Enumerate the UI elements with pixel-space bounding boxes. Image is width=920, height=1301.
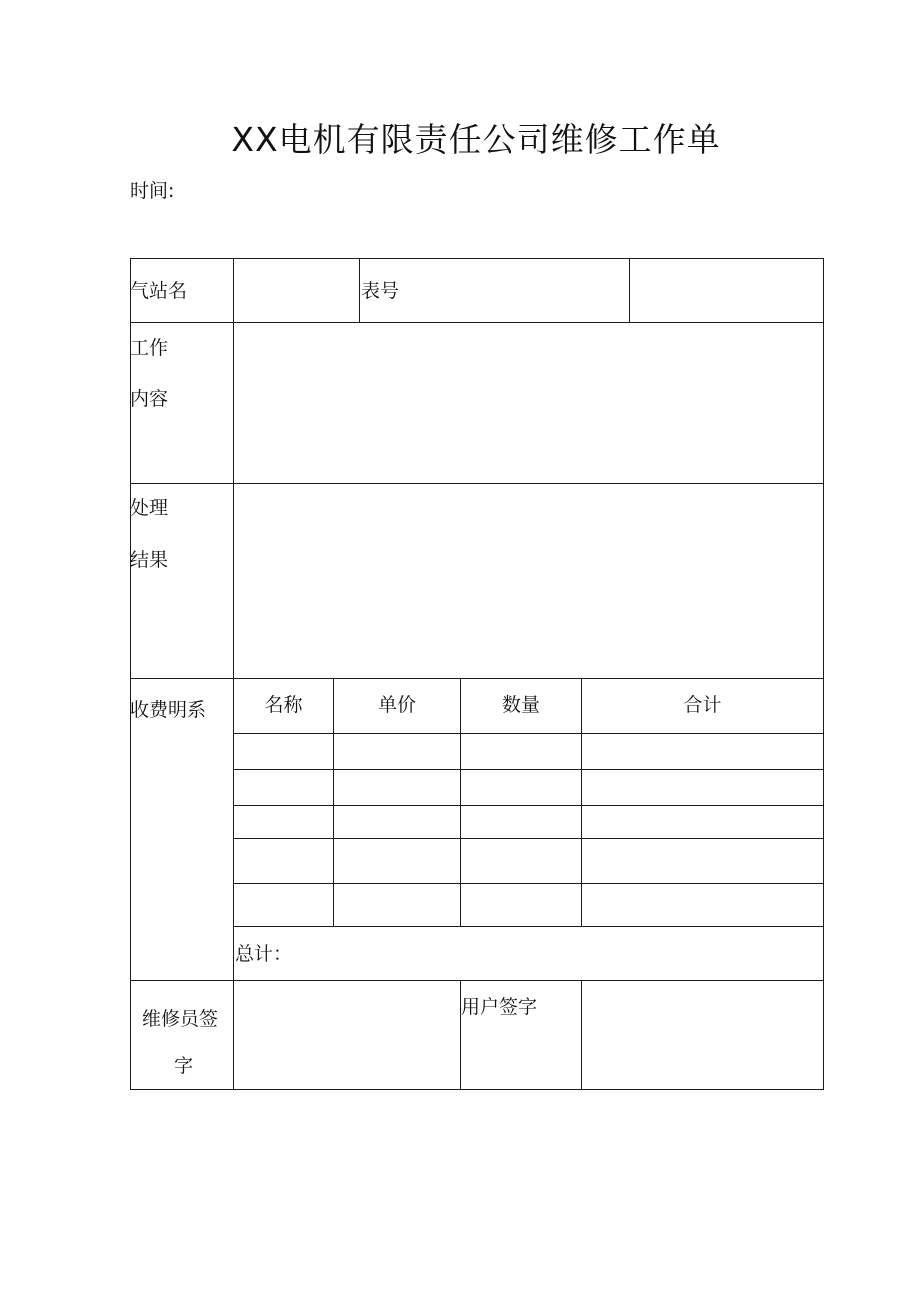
- station-name-label: 气站名: [130, 280, 188, 302]
- result-label-line1: 处理: [130, 497, 169, 519]
- repairer-signature-label-line2: 字: [174, 1055, 194, 1077]
- fee-row-divider-1: [233, 769, 824, 770]
- form-divider-work: [130, 483, 824, 484]
- fee-row-divider-2: [233, 805, 824, 806]
- meter-number-label: 表号: [361, 280, 400, 302]
- fee-column-header-unit-price: 单价: [377, 694, 416, 716]
- form-border-right: [823, 258, 824, 1090]
- page-title: XX电机有限责任公司维修工作单: [231, 120, 721, 159]
- form-divider-station: [130, 322, 824, 323]
- grand-total-label: 总计：: [235, 943, 293, 965]
- station-meter-divider: [359, 258, 360, 322]
- signature-divider-2: [581, 980, 582, 1090]
- fee-row-divider-5: [233, 926, 824, 927]
- repairer-signature-label-line1: 维修员签: [142, 1008, 219, 1030]
- fee-details-label: 收费明系: [130, 699, 207, 721]
- fee-header-divider: [233, 733, 824, 734]
- form-border-left: [130, 258, 131, 1090]
- form-border-bottom: [130, 1089, 824, 1090]
- work-content-label-line2: 内容: [130, 388, 169, 410]
- fee-column-header-total: 合计: [683, 694, 722, 716]
- user-signature-label: 用户签字: [461, 996, 538, 1018]
- fee-row-divider-4: [233, 883, 824, 884]
- fee-column-header-name: 名称: [264, 694, 303, 716]
- form-border-top: [130, 258, 824, 259]
- form-divider-fee: [130, 980, 824, 981]
- work-content-label-line1: 工作: [130, 337, 169, 359]
- time-label: 时间:: [130, 180, 175, 202]
- fee-column-header-quantity: 数量: [501, 694, 540, 716]
- fee-row-divider-3: [233, 838, 824, 839]
- form-divider-result: [130, 678, 824, 679]
- repair-work-order-form: [130, 258, 824, 1090]
- meter-value-divider: [629, 258, 630, 322]
- result-label-line2: 结果: [130, 549, 169, 571]
- form-label-column-divider: [233, 258, 234, 1090]
